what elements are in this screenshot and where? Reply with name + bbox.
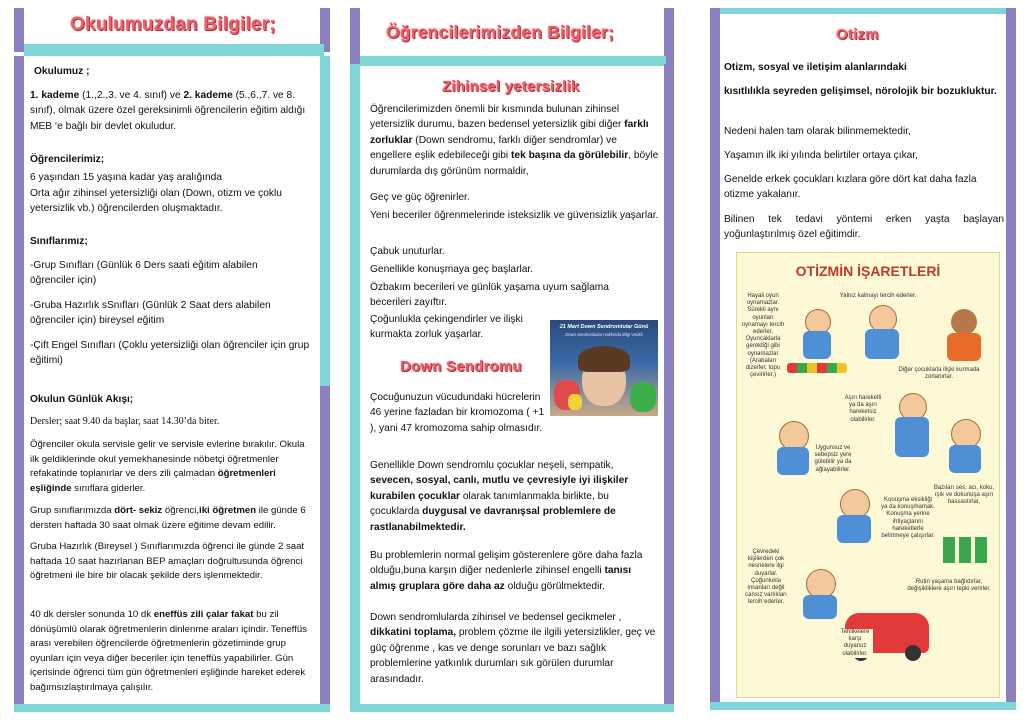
autism-text: Genelde erkek çocukları kızlara göre dört kat daha fazla otizme yakalanır. bbox=[724, 174, 977, 201]
sign-caption: Yalnız kalmayı tercih ederler. bbox=[839, 293, 917, 299]
page-title: Öğrencilerimizden Bilgiler; bbox=[386, 22, 615, 42]
panel-school-info bbox=[0, 0, 340, 720]
school-levels: 1. kademe (1.,2.,3. ve 4. sınıf) ve 2. kademe (5.,6.,7. ve 8. sınıf), olmak üzere özel gereksinimli öğrencilerin eğitim aldığı MEB ‘e bağlı bir devlet okuludur. bbox=[30, 90, 306, 132]
section-title: Down Sendromu bbox=[400, 358, 522, 375]
autism-text: Bilinen tek tedavi yöntemi erken yaşta başlayan yoğunlaştırılmış özel eğitimdir. bbox=[724, 214, 1004, 241]
down-paragraph: Bu problemlerin normal gelişim gösterenlere göre daha fazla olduğu,buna karşın diğer nedenlerle zihinsel engelli tanısı almış gruplara göre daha az olduğu görülmektedir. bbox=[370, 550, 643, 592]
poster-title: OTİZMİN İŞARETLERİ bbox=[795, 263, 941, 279]
teal-stripe bbox=[350, 64, 360, 712]
child-illustration bbox=[859, 305, 905, 361]
sign-caption: Konuşma eksikliği ya da konuşmamak. Konuşma yerine ihtiyaçlarını hareketlerle belirtmeye çalışırlar. bbox=[881, 497, 935, 540]
photo-caption: Down Sendromlular Hakkında Bilgi Verildi bbox=[565, 332, 643, 337]
teal-stripe bbox=[320, 56, 330, 386]
down-paragraph: Down sendromlularda zihinsel ve bedensel gecikmeler , dikkatini toplama, problem çözme ile ilgili yetersizlikler, geç ve güç öğrenme , kas ve denge sorunları ve bazı sağlık problemlerine yatkınlık durumları sık görülen durumlar arasındadır. bbox=[370, 612, 656, 685]
purple-stripe bbox=[14, 56, 24, 704]
classes-heading: Sınıflarımız; bbox=[30, 236, 88, 247]
sign-caption: Hayali oyun oynamazlar. Sürekli aynı oyunları oynamayı tercih ederler. Oyuncaklarla gerektiği gibi oynamazlar (Arabaları dizerler, topu çevirirler.) bbox=[741, 293, 785, 379]
down-syndrome-photo bbox=[550, 320, 658, 416]
flow-time: Dersler; saat 9.40 da başlar, saat 14.30’da biter. bbox=[30, 416, 220, 427]
content-box bbox=[720, 14, 1006, 702]
flow-paragraph: Gruba Hazırlık (Bireysel ) Sınıflarımızda öğrenci ile günde 2 saat haftada 10 saat hazırlanan BEP amaçları doğrultusunda öğrenci öğretmeni ile bire bir olacak şekilde ders işlenmektedir. bbox=[30, 541, 305, 582]
child-hair bbox=[578, 346, 630, 372]
down-paragraph: Genellikle Down sendromlu çocuklar neşeli, sempatik, sevecen, sosyal, canlı, mutlu ve çevresiyle iyi ilişkiler kurabilen çocuklar olarak tanımlanmakla birlikte, bu çocuklarda duygusal ve davranışsal problemlere de rastlanabilmektedir. bbox=[370, 460, 629, 533]
toy-cars bbox=[787, 363, 847, 373]
flow-paragraph: Grup sınıflarımızda dört- sekiz öğrenci,iki öğretmen ile günde 6 dersten haftada 30 saat olmak üzere eğitime devam edilir. bbox=[30, 505, 306, 531]
list-item: becerileri zayıftır. bbox=[370, 297, 447, 308]
teal-stripe bbox=[350, 704, 674, 712]
content-box bbox=[24, 58, 320, 704]
students-line: Orta ağır zihinsel yetersizliği olan (Down, otizm ve çoklu yetersizlik vb.) öğrencilerden oluşmaktadır. bbox=[30, 188, 282, 215]
content-box bbox=[360, 66, 664, 704]
purple-stripe bbox=[14, 8, 24, 52]
child-illustration bbox=[831, 489, 877, 545]
cups bbox=[943, 537, 991, 563]
flow-paragraph: 40 dk dersler sonunda 10 dk eneffüs zili çalar fakat bu zil dönüşümlü olarak öğretmenlerin dinlenme araları içindir. Teneffüs arası verebilen öğrencilerde öğretmenlerin gözetiminde grup oyunları için veya diğer beceriler için teneffüs yapabilirler. Gün içerisinde öğrenci tüm gün öğretmenleri eşliğinde hareket ederek bağımsızlaştırılmaya çalışılır. bbox=[30, 609, 307, 693]
page-title: Otizm bbox=[836, 26, 879, 43]
child-illustration bbox=[943, 419, 987, 475]
sign-caption: Çevredeki kişilerden çok nesnelere ilgi duyarlar. Çoğunlukla insanları değil cansız varlıkları tercih ederler. bbox=[745, 549, 787, 606]
teal-stripe bbox=[14, 704, 330, 712]
panel-autism bbox=[706, 0, 1024, 720]
autism-text: Otizm, sosyal ve iletişim alanlarındaki bbox=[724, 62, 907, 73]
child-illustration bbox=[797, 569, 843, 621]
purple-stripe bbox=[320, 386, 330, 704]
list-item: Çoğunlukla çekingendirler ve ilişki bbox=[370, 314, 523, 325]
sign-caption: Tehlikelere karşı duyarsız olabilirler. bbox=[837, 629, 873, 658]
list-item: kurmakta zorluk yaşarlar. bbox=[370, 329, 484, 340]
list-item: Geç ve güç öğrenirler. bbox=[370, 192, 470, 203]
list-item: Özbakım becerileri ve günlük yaşama uyum sağlama bbox=[370, 282, 609, 293]
flow-heading: Okulun Günlük Akışı; bbox=[30, 394, 134, 405]
down-definition: Çocuğunuzun vücudundaki hücrelerin 46 yerine fazladan bir kromozoma ( +1 ), yani 47 kromozoma sahip olmasıdır. bbox=[370, 392, 545, 434]
intro-paragraph: Öğrencilerimizden önemli bir kısmında bulunan zihinsel yetersizlik durumu, bazen bedensel yetersizlik gibi diğer farklı zorluklar (Down sendromu, farklı diğer sendromlar) ve engellere eşlik edebileceği gibi tek başına da görülebilir, böyle durumlarda dış görünüm normaldir, bbox=[370, 104, 659, 177]
child-illustration bbox=[943, 309, 987, 365]
child-illustration bbox=[887, 393, 937, 463]
autism-text: kısıtlılıkla seyreden gelişimsel, nörolojik bir bozukluktur. bbox=[724, 86, 997, 97]
students-heading: Öğrencilerimiz; bbox=[30, 154, 105, 165]
paint-hand bbox=[568, 394, 582, 410]
purple-stripe bbox=[664, 64, 674, 712]
list-item: Yeni beceriler öğrenmelerinde isteksizlik ve güvensizlik yaşarlar. bbox=[370, 210, 659, 221]
sign-caption: Uygunsuz ve sebepsiz yere gülebilir ya da ağlayabilirler. bbox=[814, 445, 852, 473]
photo-caption: 21 Mart Down Sendromlular Günü bbox=[559, 324, 649, 330]
teal-stripe bbox=[710, 702, 1016, 710]
autism-signs-poster bbox=[736, 252, 1000, 698]
students-line: 6 yaşından 15 yaşına kadar yaş aralığında bbox=[30, 172, 222, 183]
teal-stripe bbox=[24, 44, 324, 56]
paint-hand bbox=[630, 382, 656, 412]
teal-stripe bbox=[360, 56, 666, 66]
school-heading: Okulumuz ; bbox=[34, 66, 90, 77]
section-title: Zihinsel yetersizlik bbox=[442, 78, 580, 95]
sign-caption: Diğer çocuklarla ilişki kurmada zorlanırlar. bbox=[898, 367, 980, 381]
flow-paragraph: Öğrenciler okula servisle gelir ve servisle evlerine bırakılır. Okula ilk geldiklerinde okul yemekhanesinde nöbetçi öğretmenler refakatinde toplanırlar ve ders zili çalmadan öğretmenleri eşliğinde sınıflara giderler. bbox=[30, 439, 305, 494]
car-wheel bbox=[905, 645, 921, 661]
list-item: Çabuk unuturlar. bbox=[370, 246, 445, 257]
class-item: -Gruba Hazırlık sSnıfları (Günlük 2 Saat ders alabilen öğrenciler için) bireysel eğitim bbox=[30, 300, 271, 327]
page-title: Okulumuzdan Bilgiler; bbox=[70, 14, 276, 35]
panel-student-info bbox=[344, 0, 684, 720]
sign-caption: Aşırı hareketli ya da aşırı hareketsiz olabilirler. bbox=[844, 395, 882, 423]
class-item: -Çift Engel Sınıfları (Çoklu yetersizliği olan öğrenciler için grup eğitimi) bbox=[30, 340, 310, 367]
autism-text: Yaşamın ilk iki yılında belirtiler ortaya çıkar, bbox=[724, 150, 919, 161]
purple-stripe bbox=[1006, 8, 1016, 708]
sign-caption: Bazıları ses, acı, koku, ışık ve dokunuşa aşırı hassastırlar. bbox=[933, 485, 995, 506]
class-item: -Grup Sınıfları (Günlük 6 Ders saati eğitim alabilen öğrenciler için) bbox=[30, 260, 258, 287]
purple-stripe bbox=[710, 8, 720, 708]
autism-text: Nedeni halen tam olarak bilinmemektedir, bbox=[724, 126, 911, 137]
list-item: Genellikle konuşmaya geç başlarlar. bbox=[370, 264, 534, 275]
child-illustration bbox=[797, 309, 837, 361]
purple-stripe bbox=[350, 8, 360, 64]
sign-caption: Rutin yaşama bağlıdırlar, değişikliklere aşırı tepki verirler. bbox=[907, 579, 991, 593]
